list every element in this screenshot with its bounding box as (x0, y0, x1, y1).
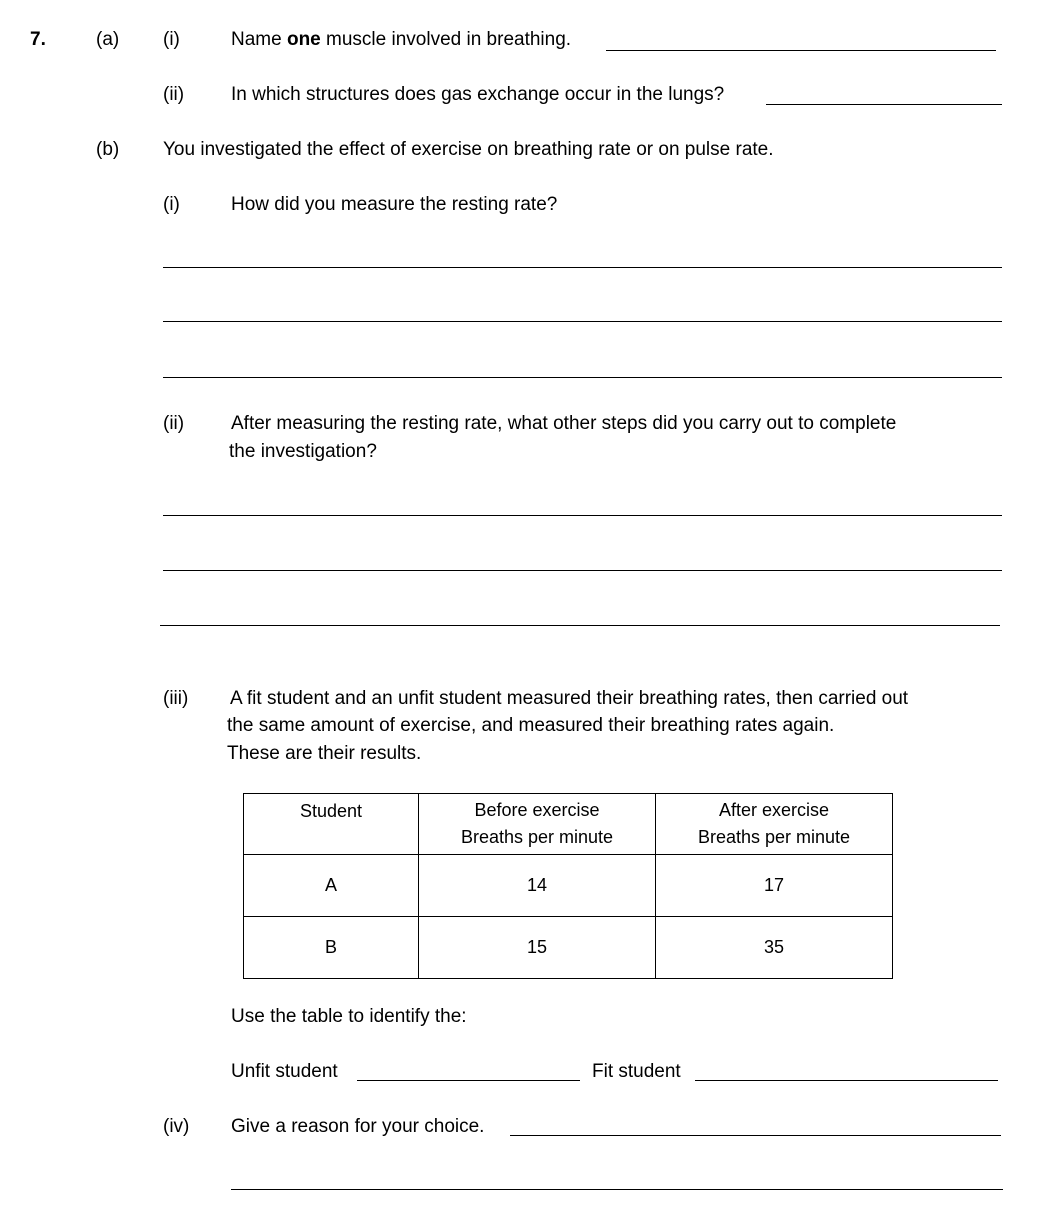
header-student-label: Student (299, 801, 363, 821)
header-before-line2: Breaths per minute (460, 827, 614, 847)
part-a-i-text-bold: one (286, 29, 321, 50)
part-b-iii-text-line2: the same amount of exercise, and measured their breathing rates again. (227, 715, 835, 736)
part-a-i-question (231, 30, 571, 49)
answer-line-a-ii[interactable] (766, 104, 1002, 105)
header-before-line1: Before exercise (474, 800, 600, 820)
header-after-line1: After exercise (718, 800, 830, 820)
part-a-i-label: (i) (163, 29, 180, 50)
table-header-before (419, 794, 656, 855)
part-b-iii-label: (iii) (163, 688, 189, 709)
part-b-iv-label: (iv) (163, 1116, 190, 1137)
part-b-label: (b) (96, 139, 120, 160)
unfit-student-label: Unfit student (231, 1061, 338, 1082)
answer-line-b-i-1[interactable] (163, 267, 1002, 268)
cell-a-before: 14 (419, 855, 656, 917)
answer-line-b-i-2[interactable] (163, 321, 1002, 322)
answer-line-b-i-3[interactable] (163, 377, 1002, 378)
part-a-i-text-post: muscle involved in breathing. (320, 29, 572, 50)
fit-student-label: Fit student (592, 1061, 681, 1082)
part-b-i-question: How did you measure the resting rate? (231, 194, 558, 215)
cell-a-after: 17 (656, 855, 893, 917)
part-b-ii-question-line1: After measuring the resting rate, what other steps did you carry out to complete (231, 413, 897, 434)
cell-b-before: 15 (419, 917, 656, 979)
part-a-ii-question: In which structures does gas exchange occur in the lungs? (231, 84, 725, 105)
part-b-ii-question-line2: the investigation? (229, 441, 377, 462)
use-table-instruction: Use the table to identify the: (231, 1006, 467, 1027)
part-b-intro: You investigated the effect of exercise on breathing rate or on pulse rate. (163, 139, 774, 160)
part-a-i-text-pre: Name (231, 29, 287, 50)
answer-line-b-iv-1[interactable] (510, 1135, 1001, 1136)
part-b-iv-question: Give a reason for your choice. (231, 1116, 485, 1137)
table-header-student (244, 794, 419, 855)
answer-line-a-i[interactable] (606, 50, 996, 51)
cell-student-b: B (244, 917, 419, 979)
part-b-iii-text-line3: These are their results. (227, 743, 422, 764)
answer-line-b-ii-2[interactable] (163, 570, 1002, 571)
cell-student-a: A (244, 855, 419, 917)
part-b-iii-text-line1: A fit student and an unfit student measured their breathing rates, then carried out (230, 688, 909, 709)
answer-line-b-ii-3[interactable] (160, 625, 1000, 626)
answer-line-b-ii-1[interactable] (163, 515, 1002, 516)
part-b-i-label: (i) (163, 194, 180, 215)
part-a-ii-label: (ii) (163, 84, 185, 105)
table-header-after (656, 794, 893, 855)
answer-line-fit[interactable] (695, 1080, 998, 1081)
header-after-line2: Breaths per minute (697, 827, 851, 847)
part-b-ii-label: (ii) (163, 413, 185, 434)
cell-b-after: 35 (656, 917, 893, 979)
part-a-label: (a) (96, 29, 120, 50)
results-table (243, 793, 893, 979)
table-header-row (244, 794, 893, 855)
table-row (244, 917, 893, 979)
answer-line-unfit[interactable] (357, 1080, 580, 1081)
answer-line-b-iv-2[interactable] (231, 1189, 1003, 1190)
table-row (244, 855, 893, 917)
question-number: 7. (30, 29, 46, 50)
